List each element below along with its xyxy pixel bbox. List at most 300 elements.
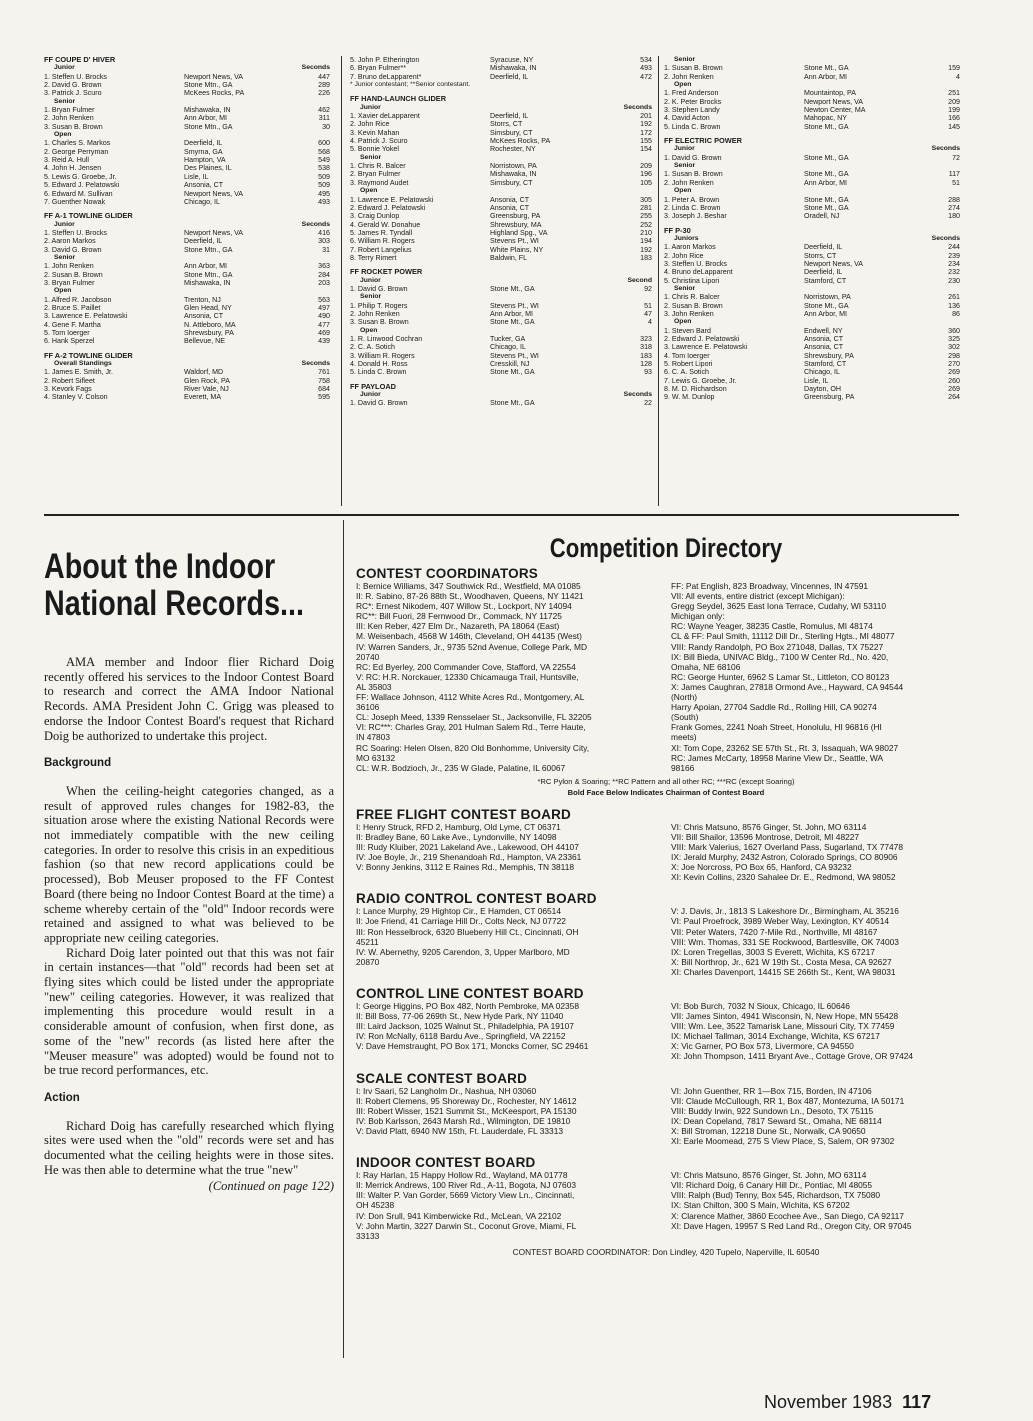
contestant-location: Simsbury, CT bbox=[490, 178, 533, 187]
directory-entry: OH 45238 bbox=[356, 1200, 395, 1211]
result-row bbox=[664, 302, 960, 310]
result-row bbox=[44, 271, 330, 279]
result-row bbox=[44, 262, 330, 270]
directory-entry: III: Robert Wisser, 1521 Summit St., McKeesport, PA 15130 bbox=[356, 1105, 577, 1116]
contestant-name: 8. M. D. Richardson bbox=[664, 385, 727, 394]
board-members-right bbox=[671, 822, 976, 883]
score: 92 bbox=[644, 284, 652, 293]
result-row bbox=[44, 164, 330, 172]
contestant-location: McKees Rocks, PA bbox=[490, 137, 551, 146]
directory-entry: RC: James McCarty, 18958 Marine View Dr., Seattle, WA bbox=[671, 752, 884, 763]
directory-entry: VII: Richard Doig, 6 Canary Hill Dr., Pontiac, MI 48055 bbox=[671, 1180, 873, 1191]
directory-entry: II: Bradley Bane, 60 Lake Ave., Lyndonville, NY 14098 bbox=[356, 831, 557, 842]
contestant-location: N. Attleboro, MA bbox=[184, 320, 236, 329]
directory-entry: II: R. Sabino, 87-26 88th St., Woodhaven, Queens, NY 11421 bbox=[356, 591, 584, 602]
score: 270 bbox=[948, 360, 960, 369]
directory-entry: III: Ron Hesselbrock, 6320 Blueberry Hill Ct., Cincinnati, OH bbox=[356, 926, 579, 937]
class-heading bbox=[350, 154, 652, 162]
score: 568 bbox=[318, 147, 330, 156]
contestant-name: 1. Susan B. Brown bbox=[664, 170, 723, 179]
contestant-name: 3. John Renken bbox=[664, 309, 714, 318]
contestant-location: Mishawaka, IN bbox=[184, 278, 231, 287]
score: 117 bbox=[948, 170, 960, 179]
score: 51 bbox=[644, 301, 652, 310]
continued-note: (Continued on page 122) bbox=[208, 1178, 334, 1193]
result-row bbox=[44, 368, 330, 376]
contestant-location: Stevens Pt., WI bbox=[490, 237, 539, 246]
contestant-location: Smyrna, GA bbox=[184, 147, 223, 156]
directory-entry: IV: Don Srull, 941 Kimberwicke Rd., McLean, VA 22102 bbox=[356, 1210, 562, 1221]
unit-label: Seconds bbox=[931, 234, 960, 242]
contestant-name: 2. Edward J. Pelatowski bbox=[350, 203, 426, 212]
score: 51 bbox=[952, 178, 960, 187]
score: 318 bbox=[640, 343, 652, 352]
result-row bbox=[44, 329, 330, 337]
contestant-location: Deerfield, IL bbox=[184, 139, 223, 148]
contestant-name: 3. Bryan Fulmer bbox=[44, 278, 95, 287]
directory-entry: 20740 bbox=[356, 651, 380, 662]
contestant-name: 1. Fred Anderson bbox=[664, 89, 719, 98]
contestant-name: 6. Hank Sperzel bbox=[44, 337, 95, 346]
contestant-location: Stone Mt., GA bbox=[490, 284, 535, 293]
score: 93 bbox=[644, 368, 652, 377]
contestant-location: Shrewsbury, MA bbox=[490, 220, 542, 229]
score: 244 bbox=[948, 243, 960, 252]
result-row bbox=[664, 360, 960, 368]
contestant-location: Trenton, NJ bbox=[184, 295, 221, 304]
score: 490 bbox=[318, 312, 330, 321]
directory-entry: V: John Martin, 3227 Darwin St., Coconut Grove, Miami, FL bbox=[356, 1220, 577, 1231]
result-row bbox=[44, 237, 330, 245]
score: 183 bbox=[640, 351, 652, 360]
event-heading: FF PAYLOAD bbox=[350, 381, 396, 391]
score: 509 bbox=[318, 172, 330, 181]
contestant-name: 4. John H. Jensen bbox=[44, 164, 102, 173]
score: 549 bbox=[318, 156, 330, 165]
contestant-name: 4. Stanley V. Colson bbox=[44, 393, 108, 402]
class-heading bbox=[44, 221, 330, 229]
score: 72 bbox=[952, 153, 960, 162]
result-row bbox=[664, 196, 960, 204]
directory-entry: VIII: Buddy Irwin, 922 Sundown Ln., Desoto, TX 75115 bbox=[671, 1105, 874, 1116]
directory-entry: I: Lance Murphy, 29 Hightop Cir., E Hamden, CT 06514 bbox=[356, 906, 561, 917]
contestant-name: 4. Bruno deLapparent bbox=[664, 268, 733, 277]
contestant-location: Baldwin, FL bbox=[490, 253, 528, 262]
contestant-location: Stone Mt., GA bbox=[804, 170, 849, 179]
score: 155 bbox=[640, 137, 652, 146]
result-row bbox=[664, 335, 960, 343]
directory-entry: CL & FF: Paul Smith, 11112 Dill Dr., Sterling Hgts., MI 48077 bbox=[671, 631, 895, 642]
contestant-name: 2. John Renken bbox=[350, 309, 400, 318]
score: 192 bbox=[640, 245, 652, 254]
result-row bbox=[44, 190, 330, 198]
directory-entry: 20870 bbox=[356, 956, 380, 967]
class-heading bbox=[44, 287, 330, 295]
board-members-left bbox=[356, 906, 661, 977]
contestant-name: 5. James R. Tyndall bbox=[350, 228, 413, 237]
score: 595 bbox=[318, 393, 330, 402]
article-indoor-records bbox=[44, 547, 334, 1193]
board-heading: SCALE CONTEST BOARD bbox=[356, 1070, 528, 1086]
contestant-name: 2. Linda C. Brown bbox=[664, 203, 721, 212]
contestant-name: 2. Susan B. Brown bbox=[44, 270, 103, 279]
contestant-name: 5. John P. Etherington bbox=[350, 56, 420, 64]
contestant-name: 1. Susan B. Brown bbox=[664, 64, 723, 73]
score: 192 bbox=[640, 120, 652, 129]
column-divider bbox=[658, 56, 659, 506]
score: 209 bbox=[948, 97, 960, 106]
class-label: Open bbox=[54, 287, 72, 295]
contestant-location: Everett, MA bbox=[184, 393, 222, 402]
event-heading: FF ROCKET POWER bbox=[350, 267, 423, 277]
score: 22 bbox=[644, 399, 652, 408]
contestant-name: 4. Tom Ioerger bbox=[664, 351, 710, 360]
class-label: Open bbox=[674, 187, 692, 195]
results-column-1 bbox=[44, 56, 330, 402]
directory-entry: IX: Bill Bieda, UNIVAC Bldg., 7100 W Center Rd., No. 420, bbox=[671, 651, 889, 662]
result-row bbox=[350, 112, 652, 120]
result-row bbox=[44, 312, 330, 320]
section-rule bbox=[44, 514, 959, 516]
contestant-name: 1. Charles S. Markos bbox=[44, 139, 111, 148]
headline-line-2: National Records... bbox=[44, 584, 304, 623]
board-heading: CONTROL LINE CONTEST BOARD bbox=[356, 986, 584, 1001]
contestant-name: 2. John Renken bbox=[664, 72, 714, 81]
page-folio bbox=[764, 1392, 931, 1413]
result-row bbox=[350, 318, 652, 326]
directory-entry: XI: Tom Cope, 23262 SE 57th St., Rt. 3, Issaquah, WA 98027 bbox=[671, 742, 899, 753]
result-row bbox=[664, 327, 960, 335]
contestant-location: Deerfield, IL bbox=[490, 112, 529, 121]
directory-entry: IX: Loren Tregellas, 3003 S Everett, Wichita, KS 67217 bbox=[671, 946, 875, 957]
directory-entry: 33133 bbox=[356, 1230, 380, 1241]
result-row bbox=[664, 154, 960, 162]
contestant-location: Mishawaka, IN bbox=[184, 106, 231, 115]
score: 31 bbox=[322, 245, 330, 254]
score: 255 bbox=[640, 212, 652, 221]
class-label: Junior bbox=[54, 64, 75, 72]
score: 684 bbox=[318, 385, 330, 394]
score: 311 bbox=[318, 114, 330, 123]
directory-entry: VII: All events, entire district (except Michigan): bbox=[671, 591, 845, 602]
score: 4 bbox=[648, 318, 652, 327]
class-label: Junior bbox=[360, 103, 381, 111]
board-members bbox=[356, 1001, 976, 1062]
contestant-name: 1. Bryan Fulmer bbox=[44, 106, 95, 115]
result-row bbox=[44, 385, 330, 393]
directory-entry: Omaha, NE 68106 bbox=[671, 661, 741, 672]
score: 472 bbox=[640, 72, 652, 81]
contestant-name: 5. Linda C. Brown bbox=[664, 122, 721, 131]
board-members-right bbox=[671, 1170, 976, 1241]
result-row bbox=[350, 352, 652, 360]
directory-entry: I: Ray Harlan, 15 Happy Hollow Rd., Wayland, MA 01778 bbox=[356, 1170, 568, 1181]
contestant-location: Stone Mtn., GA bbox=[184, 245, 233, 254]
result-row bbox=[664, 123, 960, 131]
score: 145 bbox=[948, 122, 960, 131]
result-row bbox=[350, 162, 652, 170]
directory-entry: II: Robert Clemens, 95 Shoreway Dr., Rochester, NY 14612 bbox=[356, 1095, 577, 1106]
section-heading: Action bbox=[44, 1091, 80, 1104]
directory-entry: II: Joe Friend, 41 Carriage Hill Dr., Colts Neck, NJ 07722 bbox=[356, 916, 566, 927]
score: 269 bbox=[948, 385, 960, 394]
contestant-name: 1. Xavier deLapparent bbox=[350, 112, 420, 121]
contestant-location: Ann Arbor, MI bbox=[184, 262, 227, 271]
contestant-location: Newton Center, MA bbox=[804, 106, 866, 115]
contestant-name: 1. Lawrence E. Pelatowski bbox=[350, 195, 434, 204]
result-row bbox=[350, 368, 652, 376]
directory-entry: V: RC: H.R. Norckauer, 12330 Chicamauga Trail, Huntsville, bbox=[356, 671, 579, 682]
contestant-name: 1. Philip T. Rogers bbox=[350, 301, 408, 310]
contestant-location: Ann Arbor, MI bbox=[804, 309, 847, 318]
result-row bbox=[44, 173, 330, 181]
board-members-right bbox=[671, 1086, 976, 1147]
event-heading: FF A-1 TOWLINE GLIDER bbox=[44, 211, 133, 221]
class-heading bbox=[350, 327, 652, 335]
board-members bbox=[356, 822, 976, 883]
result-row bbox=[350, 399, 652, 407]
directory-entry: XI: Dave Hagen, 19957 S Red Land Rd., Oregon City, OR 97045 bbox=[671, 1220, 912, 1231]
contestant-location: McKees Rocks, PA bbox=[184, 89, 245, 98]
contestant-name: 4. Gerald W. Donahue bbox=[350, 220, 421, 229]
contestant-location: Tucker, GA bbox=[490, 335, 526, 343]
contestant-location: Ansonia, CT bbox=[184, 312, 224, 321]
contestant-name: 1. John Renken bbox=[44, 262, 94, 271]
directory-entry: FF: Wallace Johnson, 4112 White Acres Rd., Montgomery, AL bbox=[356, 692, 585, 703]
class-label: Open bbox=[674, 81, 692, 89]
directory-entry: RC*: Ernest Nikodem, 407 Willow St., Lockport, NY 14094 bbox=[356, 601, 572, 612]
contestant-location: Newport News, VA bbox=[184, 189, 244, 198]
directory-entry: IX: Michael Tallman, 3014 Exchange, Wichita, KS 67217 bbox=[671, 1031, 880, 1042]
directory-entry: III: Walter P. Van Gorder, 5669 Victory View Ln., Cincinnati, bbox=[356, 1190, 575, 1201]
contestant-name: 1. David G. Brown bbox=[350, 284, 408, 293]
result-row bbox=[664, 385, 960, 393]
result-row bbox=[350, 254, 652, 262]
directory-footnote: *RC Pylon & Soaring; **RC Pattern and all other RC; ***RC (except Soaring) bbox=[537, 776, 795, 786]
result-row bbox=[664, 352, 960, 360]
directory-entry: Frank Gomes, 2241 Noah Street, Honolulu, HI 96816 (HI bbox=[671, 722, 882, 733]
directory-entry: IV: Joe Boyle, Jr., 219 Shenandoah Rd., Hampton, VA 23361 bbox=[356, 852, 582, 863]
score: 261 bbox=[948, 293, 960, 302]
contestant-name: 1. R. Linwood Cochran bbox=[350, 335, 423, 343]
contestant-name: 3. David G. Brown bbox=[44, 245, 102, 254]
score: 284 bbox=[318, 270, 330, 279]
contestant-location: Cresskill, NJ bbox=[490, 360, 530, 369]
unit-label: Seconds bbox=[623, 103, 652, 111]
contestant-name: 2. John Rice bbox=[350, 120, 390, 129]
score: 252 bbox=[640, 220, 652, 229]
contestant-location: Glen Head, NY bbox=[184, 303, 232, 312]
score: 761 bbox=[318, 368, 330, 377]
contestant-location: Bellevue, NE bbox=[184, 337, 226, 346]
result-row bbox=[664, 343, 960, 351]
result-row bbox=[664, 393, 960, 401]
contestant-location: Stone Mt., GA bbox=[804, 203, 849, 212]
result-row bbox=[44, 114, 330, 122]
result-row bbox=[664, 377, 960, 385]
contestant-location: River Vale, NJ bbox=[184, 385, 229, 394]
contestant-name: 4. David Acton bbox=[664, 114, 710, 123]
class-label: Junior bbox=[360, 391, 381, 399]
directory-entry: VII: Bill Shailor, 13596 Montrose, Detroit, MI 48227 bbox=[671, 831, 860, 842]
issue-date: November 1983 bbox=[764, 1392, 893, 1412]
directory-entry: I: Bernice Williams, 347 Southwick Rd., Westfield, MA 01085 bbox=[356, 581, 581, 591]
article-divider bbox=[343, 520, 344, 1358]
score: 232 bbox=[948, 268, 960, 277]
result-row bbox=[664, 252, 960, 260]
score: 493 bbox=[318, 197, 330, 206]
directory-entry: VI: RC***: Charles Gray, 201 Hulman Salem Rd., Terre Haute, bbox=[356, 722, 586, 733]
result-row bbox=[350, 145, 652, 153]
class-heading bbox=[350, 277, 652, 285]
board-members-right bbox=[671, 906, 976, 977]
contestant-name: 1. Chris R. Balcer bbox=[664, 293, 720, 302]
bold-face-note: Bold Face Below Indicates Chairman of Contest Board bbox=[567, 787, 765, 797]
class-label: Open bbox=[360, 187, 378, 195]
coordinators-left bbox=[356, 581, 661, 773]
score: 203 bbox=[318, 278, 330, 287]
directory-entry: I: George Higgins, PO Box 482, North Pembroke, MA 02358 bbox=[356, 1001, 579, 1011]
unit-label: Seconds bbox=[931, 145, 960, 153]
contestant-name: 3. Reid A. Hull bbox=[44, 156, 89, 165]
contestant-location: Greensburg, PA bbox=[804, 393, 855, 402]
coordinators-right bbox=[671, 581, 976, 773]
score: 497 bbox=[318, 303, 330, 312]
class-heading bbox=[664, 81, 960, 89]
contestant-location: Hampton, VA bbox=[184, 156, 226, 165]
score: 260 bbox=[948, 376, 960, 385]
contestant-location: Shrewsbury, PA bbox=[184, 329, 234, 337]
score: 302 bbox=[948, 343, 960, 352]
contestant-location: Stone Mtn., GA bbox=[184, 122, 233, 131]
score: 538 bbox=[318, 164, 330, 173]
event-heading: FF COUPE D' HIVER bbox=[44, 55, 116, 64]
result-row bbox=[44, 304, 330, 312]
result-row bbox=[664, 106, 960, 114]
result-row bbox=[44, 337, 330, 345]
result-row bbox=[44, 73, 330, 81]
directory-entry: IV: Warren Sanders, Jr., 9735 52nd Avenue, College Park, MD bbox=[356, 641, 588, 652]
score: 180 bbox=[948, 212, 960, 221]
directory-entry: (South) bbox=[671, 712, 699, 723]
contestant-location: Rochester, NY bbox=[490, 145, 536, 154]
directory-entry: VI: John Guenther, RR 1—Box 715, Borden, IN 47106 bbox=[671, 1085, 872, 1096]
unit-label: Seconds bbox=[301, 64, 330, 72]
result-row bbox=[44, 156, 330, 164]
score: 600 bbox=[318, 139, 330, 148]
contestant-name: 1. David G. Brown bbox=[664, 153, 722, 162]
score: 563 bbox=[318, 295, 330, 304]
contestant-location: Ansonia, CT bbox=[184, 181, 224, 190]
contestant-name: 1. Chris R. Balcer bbox=[350, 162, 406, 171]
class-label: Senior bbox=[674, 56, 696, 63]
contestant-name: 3. Susan B. Brown bbox=[350, 318, 409, 327]
headline-line-1: About the Indoor bbox=[44, 547, 276, 586]
contestant-location: Stone Mt., GA bbox=[804, 195, 849, 204]
score: 159 bbox=[948, 64, 960, 73]
class-label: Overall Standings bbox=[54, 360, 112, 368]
paragraph: Richard Doig has carefully researched which flying sites were used when the "old" records were set and has documented what the ceiling heights were in those sites. He was then able to determine what the true "new" bbox=[44, 1118, 334, 1177]
class-label: Juniors bbox=[674, 234, 699, 242]
class-heading bbox=[664, 145, 960, 153]
score: 323 bbox=[640, 335, 652, 343]
result-row bbox=[664, 368, 960, 376]
contestant-location: Deerfield, IL bbox=[490, 72, 529, 81]
contestant-name: 1. Alfred R. Jacobson bbox=[44, 295, 112, 304]
score: 447 bbox=[318, 72, 330, 81]
score: 534 bbox=[640, 56, 652, 64]
directory-entry: VIII: Wm. Lee, 3522 Tamarisk Lane, Missouri City, TX 77459 bbox=[671, 1021, 895, 1032]
contestant-location: Deerfield, IL bbox=[804, 268, 843, 277]
contestant-name: 3. Kevork Fags bbox=[44, 385, 92, 394]
directory-entry: III: Laird Jackson, 1025 Walnut St., Philadelphia, PA 19107 bbox=[356, 1021, 574, 1032]
result-row bbox=[44, 296, 330, 304]
section-heading: Background bbox=[44, 757, 112, 770]
contestant-location: Deerfield, IL bbox=[804, 243, 843, 252]
column-divider bbox=[341, 56, 342, 506]
result-row bbox=[350, 137, 652, 145]
score: 136 bbox=[948, 301, 960, 310]
class-label: Senior bbox=[54, 253, 76, 261]
contest-boards bbox=[356, 807, 976, 1241]
board-members-left bbox=[356, 1086, 661, 1147]
contestant-name: 2. Bryan Fulmer bbox=[350, 170, 401, 179]
score: 363 bbox=[318, 262, 330, 271]
directory-entry: V: Bonny Jenkins, 3112 E Raines Rd., Memphis, TN 38118 bbox=[356, 862, 575, 873]
result-row bbox=[44, 89, 330, 97]
results-column-2 bbox=[350, 56, 652, 408]
directory-entry: VIII: Wm. Thomas, 331 SE Rockwood, Bartlesville, OK 74003 bbox=[671, 936, 899, 947]
contestant-name: 7. Guenther Nowak bbox=[44, 197, 106, 206]
contestant-location: Lisle, IL bbox=[804, 376, 829, 385]
contestant-name: 7. Robert Langelius bbox=[350, 245, 412, 254]
directory-entry: 45211 bbox=[356, 936, 379, 947]
contestant-name: 2. Robert Sifleet bbox=[44, 376, 95, 385]
directory-entry: VIII: Mark Valerius, 1627 Overland Pass, Sugarland, TX 77478 bbox=[671, 841, 903, 852]
contestant-name: 5. Linda C. Brown bbox=[350, 368, 407, 377]
class-label: Junior bbox=[674, 145, 695, 153]
directory-entry: I: Irv Saari, 52 Langholm Dr., Nashua, NH 03060 bbox=[356, 1085, 537, 1096]
score: 264 bbox=[948, 393, 960, 402]
directory-entry: FF: Pat English, 823 Broadway, Vincennes, IN 47591 bbox=[671, 581, 869, 591]
board-members bbox=[356, 1170, 976, 1241]
contestant-location: Ann Arbor, MI bbox=[184, 114, 227, 123]
result-row bbox=[350, 237, 652, 245]
contestant-name: 4. Gene F. Martha bbox=[44, 320, 101, 329]
directory-entry: X: Bill Stroman, 12218 Dune St., Norwalk, CA 90650 bbox=[671, 1125, 866, 1136]
contestant-name: 1. David G. Brown bbox=[350, 399, 408, 408]
contestant-location: Stone Mt., GA bbox=[804, 153, 849, 162]
score: 30 bbox=[322, 122, 330, 131]
coordinators-heading: CONTEST COORDINATORS bbox=[356, 566, 539, 581]
contestant-location: Waldorf, MD bbox=[184, 368, 224, 377]
class-heading bbox=[350, 293, 652, 301]
class-label: Junior bbox=[360, 276, 381, 284]
result-row bbox=[350, 285, 652, 293]
contestant-location: Stevens Pt., WI bbox=[490, 301, 539, 310]
directory-entry: VI: Chris Matsuno, 8576 Ginger, St. John, MO 63114 bbox=[671, 821, 867, 832]
contestant-name: 5. Tom Ioerger bbox=[44, 329, 90, 337]
contestant-name: 5. Bonnie Yokel bbox=[350, 145, 399, 154]
result-row bbox=[664, 310, 960, 318]
result-row bbox=[44, 81, 330, 89]
result-row bbox=[664, 204, 960, 212]
contestant-location: Stevens Pt., WI bbox=[490, 351, 539, 360]
directory-entry: 36106 bbox=[356, 702, 380, 713]
paragraph: AMA member and Indoor flier Richard Doig recently offered his services to the Indoor Contest Board to research and correct the AMA Indoor National Records. AMA President John C. Grigg was pleased to endorse the Indoor Contest Board's request that Richard Doig be authorized to undertake this project. bbox=[44, 655, 334, 743]
result-row bbox=[350, 73, 652, 81]
score: 274 bbox=[948, 203, 960, 212]
